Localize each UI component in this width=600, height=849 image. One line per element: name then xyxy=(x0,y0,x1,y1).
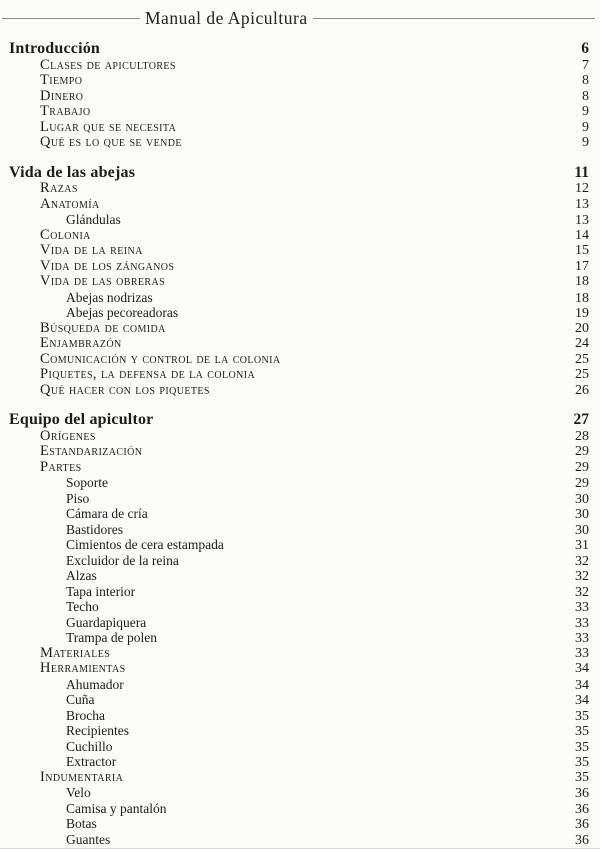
toc-entry-row xyxy=(9,305,589,321)
toc-entry-row xyxy=(9,708,589,724)
toc-entry-page-number: 32 xyxy=(575,569,589,584)
header-rule-right xyxy=(313,18,595,19)
toc-entry-label: Abejas pecoreadoras xyxy=(66,305,179,320)
toc-entry-row xyxy=(9,104,589,120)
toc-entry-row xyxy=(9,383,589,399)
toc-section xyxy=(9,40,589,151)
toc-entry-row xyxy=(9,259,589,275)
toc-entry-row xyxy=(9,491,589,507)
toc-entry-row xyxy=(9,568,589,584)
toc-entry-row xyxy=(9,770,589,786)
toc-entry-page-number: 33 xyxy=(575,645,589,661)
toc-entry-row xyxy=(9,243,589,259)
toc-entry-page-number: 36 xyxy=(575,832,589,848)
toc-entry-row xyxy=(9,290,589,306)
toc-entry-row xyxy=(9,444,589,460)
toc-entry-row xyxy=(9,120,589,136)
toc-entry-page-number: 34 xyxy=(575,677,589,693)
toc-entry-page-number: 6 xyxy=(581,40,589,57)
toc-entry-page-number: 34 xyxy=(575,693,589,708)
toc-entry-row xyxy=(9,181,589,197)
toc-entry-row xyxy=(9,553,589,569)
toc-entry-page-number: 29 xyxy=(575,459,589,475)
toc-entry-row xyxy=(9,739,589,755)
toc-entry-label: Cuña xyxy=(66,692,95,707)
toc-entry-label: Clases de apicultores xyxy=(40,57,176,73)
toc-entry-page-number: 33 xyxy=(575,631,589,646)
toc-entry-page-number: 15 xyxy=(575,243,589,258)
toc-chapter-row xyxy=(9,40,589,58)
toc-entry-label: Herramientas xyxy=(40,661,126,676)
toc-entry-label: Vida de la reina xyxy=(40,243,143,258)
toc-entry-row xyxy=(9,506,589,522)
toc-entry-label: Glándulas xyxy=(66,212,121,227)
toc-entry-page-number: 9 xyxy=(582,135,589,150)
toc-entry-label: Bastidores xyxy=(66,521,123,537)
toc-entry-label: Vida de las obreras xyxy=(40,274,166,289)
page-title: Manual de Apicultura xyxy=(145,7,308,28)
toc-entry-label: Trampa de polen xyxy=(66,630,157,645)
toc-entry-row xyxy=(9,832,589,848)
toc-entry-page-number: 34 xyxy=(575,661,589,676)
toc-entry-page-number: 32 xyxy=(575,584,589,600)
toc-entry-label: Materiales xyxy=(40,645,111,661)
toc-entry-label: Qué hacer con los piquetes xyxy=(40,382,210,398)
toc-entry-label: Estandarización xyxy=(40,444,143,459)
toc-entry-row xyxy=(9,274,589,290)
toc-entry-label: Dinero xyxy=(40,88,84,104)
toc-entry-label: Ahumador xyxy=(66,676,124,692)
toc-entry-label: Guardapiquera xyxy=(66,614,147,630)
toc-entry-row xyxy=(9,677,589,693)
toc-entry-page-number: 18 xyxy=(575,274,589,289)
toc-entry-label: Comunicación y control de la colonia xyxy=(40,351,281,367)
toc-entry-page-number: 8 xyxy=(582,73,589,88)
toc-section xyxy=(9,164,589,399)
toc-entry-page-number: 35 xyxy=(575,739,589,755)
toc-entry-label: Excluidor de la reina xyxy=(66,552,179,568)
toc-entry-row xyxy=(9,58,589,74)
toc-entry-row xyxy=(9,135,589,151)
toc-entry-label: Extractor xyxy=(66,754,117,769)
toc-entry-page-number: 33 xyxy=(575,600,589,615)
table-of-contents xyxy=(0,28,600,847)
toc-entry-label: Alzas xyxy=(66,568,97,583)
header-rule-left xyxy=(2,18,140,19)
toc-entry-row xyxy=(9,599,589,615)
toc-entry-label: Lugar que se necesita xyxy=(40,119,177,135)
toc-entry-page-number: 35 xyxy=(575,708,589,724)
toc-entry-label: Cuchillo xyxy=(66,738,113,754)
toc-entry-label: Razas xyxy=(40,181,78,196)
toc-entry-page-number: 19 xyxy=(575,306,589,321)
toc-entry-label: Cimientos de cera estampada xyxy=(66,537,224,552)
toc-entry-label: Partes xyxy=(40,459,82,475)
toc-entry-row xyxy=(9,584,589,600)
toc-entry-page-number: 26 xyxy=(575,382,589,398)
toc-entry-page-number: 30 xyxy=(575,491,589,507)
toc-entry-page-number: 7 xyxy=(582,57,589,73)
toc-entry-row xyxy=(9,801,589,817)
toc-entry-row xyxy=(9,228,589,244)
toc-entry-page-number: 11 xyxy=(574,163,589,181)
toc-entry-page-number: 29 xyxy=(575,476,589,491)
toc-entry-page-number: 28 xyxy=(575,428,589,444)
toc-entry-row xyxy=(9,460,589,476)
toc-entry-row xyxy=(9,646,589,662)
toc-entry-label: Botas xyxy=(66,816,97,831)
toc-entry-label: Techo xyxy=(66,599,99,614)
toc-entry-row xyxy=(9,321,589,337)
toc-entry-page-number: 36 xyxy=(575,817,589,832)
toc-entry-page-number: 35 xyxy=(575,769,589,785)
toc-entry-label: Recipientes xyxy=(66,723,129,738)
toc-entry-row xyxy=(9,785,589,801)
toc-chapter-title: Introducción xyxy=(9,40,101,57)
toc-entry-label: Tiempo xyxy=(40,73,83,88)
toc-entry-label: Piso xyxy=(66,490,90,506)
toc-entry-label: Anatomía xyxy=(40,196,100,212)
toc-entry-page-number: 30 xyxy=(575,507,589,522)
toc-entry-row xyxy=(9,429,589,445)
toc-entry-label: Brocha xyxy=(66,707,105,723)
toc-entry-page-number: 17 xyxy=(575,258,589,274)
toc-entry-page-number: 35 xyxy=(575,724,589,739)
toc-entry-page-number: 9 xyxy=(582,119,589,135)
toc-entry-label: Enjambrazón xyxy=(40,336,122,351)
toc-entry-row xyxy=(9,89,589,105)
toc-entry-row xyxy=(9,537,589,553)
toc-entry-row xyxy=(9,197,589,213)
toc-chapter-row xyxy=(9,411,589,429)
toc-entry-label: Colonia xyxy=(40,227,91,243)
toc-entry-label: Soporte xyxy=(66,475,108,490)
toc-entry-page-number: 36 xyxy=(575,786,589,801)
toc-entry-row xyxy=(9,212,589,228)
toc-entry-page-number: 12 xyxy=(575,181,589,196)
toc-entry-page-number: 31 xyxy=(575,538,589,553)
toc-entry-row xyxy=(9,754,589,770)
page-header xyxy=(2,8,595,28)
toc-entry-row xyxy=(9,692,589,708)
toc-entry-label: Piquetes, la defensa de la colonia xyxy=(40,367,256,382)
toc-section xyxy=(9,411,589,847)
toc-entry-page-number: 13 xyxy=(575,213,589,228)
toc-entry-row xyxy=(9,73,589,89)
toc-chapter-row xyxy=(9,164,589,182)
toc-entry-label: Tapa interior xyxy=(66,583,136,599)
toc-entry-row xyxy=(9,661,589,677)
toc-entry-label: Guantes xyxy=(66,831,111,847)
toc-chapter-title: Vida de las abejas xyxy=(9,163,136,181)
toc-entry-page-number: 32 xyxy=(575,553,589,569)
toc-entry-page-number: 29 xyxy=(575,444,589,459)
toc-entry-page-number: 35 xyxy=(575,755,589,770)
toc-entry-label: Velo xyxy=(66,785,91,800)
toc-entry-page-number: 9 xyxy=(582,104,589,119)
toc-entry-page-number: 33 xyxy=(575,615,589,631)
toc-entry-page-number: 20 xyxy=(575,320,589,336)
toc-entry-row xyxy=(9,522,589,538)
toc-entry-label: Cámara de cría xyxy=(66,506,148,521)
toc-entry-page-number: 8 xyxy=(582,88,589,104)
toc-entry-label: Búsqueda de comida xyxy=(40,320,166,336)
toc-entry-label: Qué es lo que se vende xyxy=(40,135,182,150)
toc-entry-row xyxy=(9,615,589,631)
toc-entry-label: Indumentaria xyxy=(40,769,124,785)
toc-entry-row xyxy=(9,352,589,368)
toc-entry-page-number: 25 xyxy=(575,351,589,367)
toc-entry-row xyxy=(9,723,589,739)
toc-entry-page-number: 24 xyxy=(575,336,589,351)
toc-entry-label: Camisa y pantalón xyxy=(66,800,167,816)
toc-entry-row xyxy=(9,336,589,352)
toc-entry-row xyxy=(9,475,589,491)
toc-entry-row xyxy=(9,630,589,646)
toc-entry-page-number: 36 xyxy=(575,801,589,817)
toc-entry-page-number: 27 xyxy=(573,411,589,428)
toc-entry-label: Abejas nodrizas xyxy=(66,289,153,305)
toc-entry-page-number: 25 xyxy=(575,367,589,382)
toc-entry-page-number: 18 xyxy=(575,290,589,306)
toc-entry-page-number: 14 xyxy=(575,227,589,243)
toc-entry-row xyxy=(9,816,589,832)
toc-entry-page-number: 30 xyxy=(575,522,589,538)
toc-entry-label: Vida de los zánganos xyxy=(40,258,175,274)
toc-entry-row xyxy=(9,367,589,383)
toc-entry-label: Trabajo xyxy=(40,104,91,119)
toc-chapter-title: Equipo del apicultor xyxy=(9,411,154,428)
toc-entry-label: Orígenes xyxy=(40,428,96,444)
toc-entry-page-number: 13 xyxy=(575,196,589,212)
